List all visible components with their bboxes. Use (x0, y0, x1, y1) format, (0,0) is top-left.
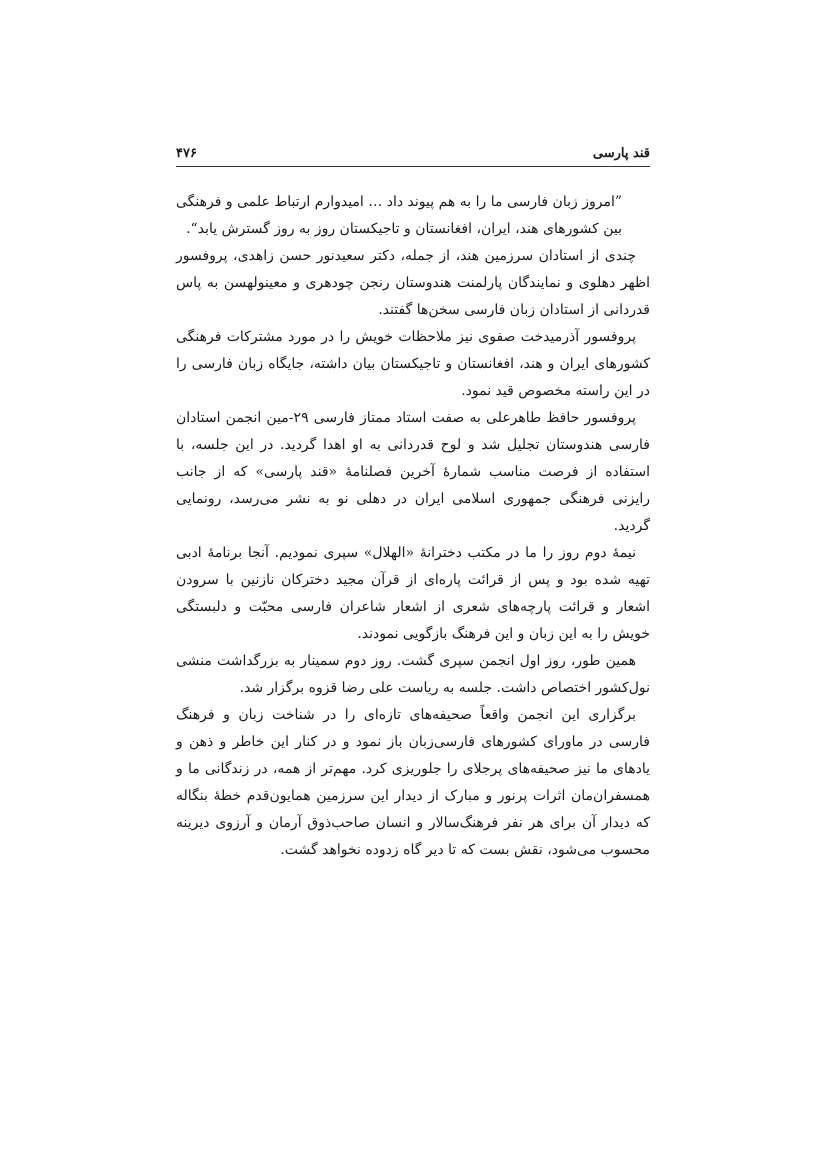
journal-title: قند پارسی (592, 146, 650, 161)
page-number: ۴۷۶ (176, 146, 197, 161)
quote-paragraph: ”امروز زبان فارسی ما را به هم پیوند داد … امیدوارم ارتباط علمی و فرهنگی بین کشورهای هند، ایران، افغانستان و تاجیکستان روز به روز گسترش یابد“. (176, 194, 622, 237)
body-paragraph: نیمهٔ دوم روز را ما در مکتب دخترانهٔ «الهلال» سپری نمودیم. آنجا برنامهٔ ادبی تهیه شده بود و پس از قرائت پاره‌ای از قرآن مجید دختركان نازنین با سرودن اشعار و قرائت پارچه‌های شعری از اشعار شاعران فارسی محبّت و دلبستگی خویش را به این زبان و این فرهنگ بازگویی نمودند. (176, 545, 650, 642)
body-paragraph: چندی از استادان سرزمین هند، از جمله، دکتر سعیدنور حسن زاهدی، پروفسور اظهر دهلوی و نمایندگان پارلمنت هندوستان رنجن چودهری و معینولهسن به پاس قدردانی از استادان زبان فارسی سخن‌ها گفتند. (176, 248, 650, 318)
document-page (176, 0, 650, 1169)
body-paragraph: پروفسور آذرمیدخت صفوی نیز ملاحظات خویش را در مورد مشترکات فرهنگی کشورهای ایران و هند، افغانستان و تاجیکستان بیان داشته، جایگاه زبان فارسی را در این راسته مخصوص قید نمود. (176, 329, 650, 399)
body-paragraph: همین طور، روز اول انجمن سپری گشت. روز دوم سمینار به بزرگداشت منشی نول‌کشور اختصاص داشت. جلسه به ریاست علی رضا قزوه برگزار شد. (176, 653, 650, 696)
body-paragraph: برگزاری این انجمن واقعاً صحیفه‌های تازه‌ای را در شناخت زبان و فرهنگ فارسی در ماورای کشورهای فارسی‌زبان باز نمود و در کنار این خاطر و ذهن و یادهای ما نیز صحیفه‌های پرجلای را جلوریزی کرد. مهم‌تر از همه، در زندگانی ما و همسفران‌مان اثرات پرنور و مبارک از دیدار این سرزمین همایون‌قدم خطهٔ بنگاله که دیدار آن برای هر نفر فرهنگ‌سالار و انسان صاحب‌ذوق آرمان و آرزوی دیرینه محسوب می‌شود، نقش بست که تا دیر گاه زدوده نخواهد گشت. (176, 707, 650, 858)
header-rule (176, 166, 650, 167)
article-body (176, 189, 650, 864)
running-header (176, 146, 650, 164)
body-paragraph: پروفسور حافظ طاهرعلی به صفت استاد ممتاز فارسی ۲۹-مین انجمن استادان فارسی هندوستان تجلیل شد و لوح قدردانی به او اهدا گردید. در این جلسه، با استفاده از فرصت مناسب شمارهٔ آخرین فصلنامهٔ «قند پارسی» که از جانب رایزنی فرهنگی جمهوری اسلامی ایران در دهلی نو به نشر می‌رسد، رونمایی گردید. (176, 410, 650, 534)
